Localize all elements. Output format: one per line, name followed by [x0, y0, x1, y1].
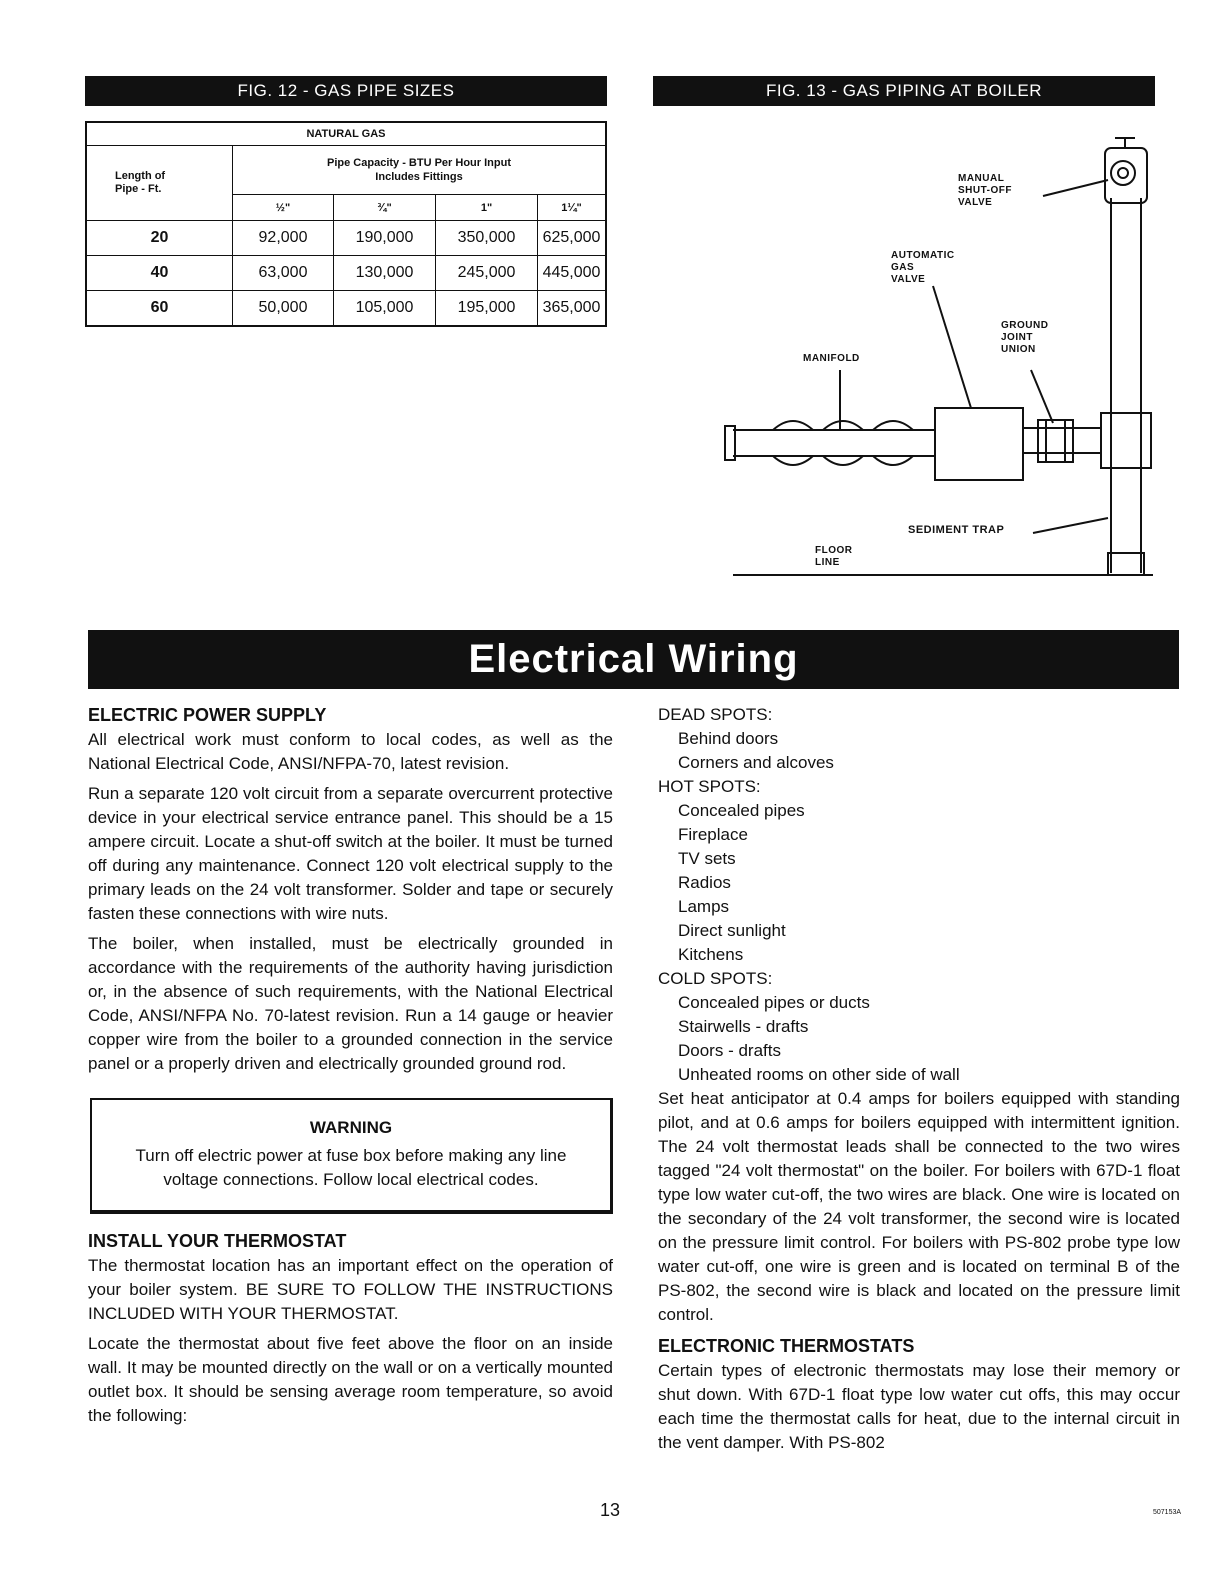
size-header: ½": [233, 195, 334, 221]
capacity-cell: 190,000: [334, 221, 436, 256]
list-item: Unheated rooms on other side of wall: [678, 1065, 960, 1084]
capacity-header-line2: Includes Fittings: [375, 171, 463, 183]
list-item: Radios: [678, 873, 731, 892]
label-manifold: MANIFOLD: [803, 353, 860, 364]
capacity-cell: 245,000: [436, 256, 538, 291]
automatic-valve-body: [935, 408, 1023, 480]
capacity-cell: 365,000: [538, 291, 607, 327]
length-cell: 20: [86, 221, 233, 256]
gas-pipe-sizes-table: [85, 121, 607, 327]
label-auto-valve-3: VALVE: [891, 274, 926, 285]
list-item: Behind doors: [678, 729, 779, 748]
thermostat-paragraph-1: The thermostat location has an important effect on the operation of your boiler system. BE SURE TO FOLLOW THE INSTRUCTIONS INCLUDED WITH YOUR THERMOSTAT.: [88, 1256, 613, 1323]
piping-drawing: [725, 138, 1153, 575]
dead-spots-label: DEAD SPOTS:: [658, 705, 773, 724]
label-manual-shutoff-2: SHUT-OFF: [958, 185, 1012, 196]
size-header: ¾": [334, 195, 436, 221]
fig12-title: FIG. 12 - GAS PIPE SIZES: [85, 76, 607, 106]
table-row: [86, 221, 606, 256]
anticipator-paragraph: Set heat anticipator at 0.4 amps for boilers equipped with standing pilot, and at 0.6 amps for boilers equipped with intermittent ignition. The 24 volt thermostat leads shall be connected to the two wires tagged "24 volt thermostat" on the boiler. For boilers with 67D-1 float type low water cut-off, the two wires are black. One wire is located on the secondary of the 24 volt transformer, the second wire is located on the pressure limit control. For boilers with PS-802 probe type low water cut-off, one wire is green and is located on terminal B of the PS-802, the second wire is black and located on the pressure limit control.: [658, 1089, 1180, 1324]
warning-title: WARNING: [309, 1118, 393, 1137]
label-ground-joint-3: UNION: [1001, 344, 1036, 355]
power-heading: ELECTRIC POWER SUPPLY: [88, 705, 327, 725]
table-title: NATURAL GAS: [86, 122, 606, 146]
length-cell: 40: [86, 256, 233, 291]
thermostat-paragraph-2: Locate the thermostat about five feet above the floor on an inside wall. It may be mounted directly on the wall or on a vertically mounted outlet box. It should be sensing average room temperature, so avoid the following:: [88, 1334, 613, 1425]
label-manual-shutoff-1: MANUAL: [958, 173, 1005, 184]
list-item: Stairwells - drafts: [678, 1017, 809, 1036]
list-item: Concealed pipes or ducts: [678, 993, 870, 1012]
capacity-cell: 445,000: [538, 256, 607, 291]
capacity-cell: 195,000: [436, 291, 538, 327]
size-header: 1": [436, 195, 538, 221]
thermostat-heading: INSTALL YOUR THERMOSTAT: [88, 1231, 347, 1251]
power-paragraph-1: All electrical work must conform to local codes, as well as the National Electrical Code, ANSI/NFPA-70, latest revision.: [88, 730, 613, 773]
power-paragraph-3: The boiler, when installed, must be electrically grounded in accordance with the requirements of the authority having jurisdiction or, in the absence of such requirements, with the National Electrical Code, ANSI/NFPA No. 70-latest revision. Run a 14 gauge or heavier copper wire from the boiler to a grounded connection in the service panel or a properly driven and electrically grounded ground rod.: [88, 934, 613, 1073]
tee-fitting: [1101, 413, 1151, 468]
capacity-cell: 63,000: [233, 256, 334, 291]
right-column: [658, 703, 1180, 1461]
table-row: [86, 291, 606, 327]
table-row: [86, 256, 606, 291]
capacity-cell: 130,000: [334, 256, 436, 291]
warning-box: [90, 1098, 613, 1214]
label-floor-line-1: FLOOR: [815, 545, 853, 556]
list-item: TV sets: [678, 849, 736, 868]
list-item: Doors - drafts: [678, 1041, 781, 1060]
document-code: 507153A: [1153, 1509, 1182, 1516]
list-item: Kitchens: [678, 945, 744, 964]
capacity-cell: 50,000: [233, 291, 334, 327]
length-header-text: Length of Pipe - Ft.: [115, 170, 166, 195]
length-cell: 60: [86, 291, 233, 327]
list-item: Concealed pipes: [678, 801, 805, 820]
electronic-heading: ELECTRONIC THERMOSTATS: [658, 1336, 915, 1356]
section-title: Electrical Wiring: [88, 630, 1179, 689]
list-item: Lamps: [678, 897, 730, 916]
hot-spots-label: HOT SPOTS:: [658, 777, 761, 796]
capacity-cell: 92,000: [233, 221, 334, 256]
label-auto-valve-1: AUTOMATIC: [891, 250, 955, 261]
capacity-header-line1: Pipe Capacity - BTU Per Hour Input: [327, 157, 511, 169]
length-header: [86, 146, 233, 221]
cold-spots-label: COLD SPOTS:: [658, 969, 773, 988]
gas-piping-diagram: [653, 108, 1158, 588]
list-item: Corners and alcoves: [678, 753, 834, 772]
label-sediment-trap: SEDIMENT TRAP: [908, 524, 1005, 536]
label-ground-joint-1: GROUND: [1001, 320, 1049, 331]
capacity-cell: 350,000: [436, 221, 538, 256]
capacity-cell: 105,000: [334, 291, 436, 327]
left-column: [88, 702, 613, 1434]
label-ground-joint-2: JOINT: [1001, 332, 1033, 343]
size-header: 1¼": [538, 195, 607, 221]
capacity-cell: 625,000: [538, 221, 607, 256]
power-paragraph-2: Run a separate 120 volt circuit from a separate overcurrent protective device in your electrical service entrance panel. This should be a 15 ampere circuit. Locate a shut-off switch at the boiler. It must be turned off during any maintenance. Connect 120 volt electrical supply to the primary leads on the 24 volt transformer. Solder and tape or securely fasten these connections with wire nuts.: [88, 784, 613, 923]
label-auto-valve-2: GAS: [891, 262, 915, 273]
fig13-title: FIG. 13 - GAS PIPING AT BOILER: [653, 76, 1155, 106]
label-manual-shutoff-3: VALVE: [958, 197, 993, 208]
label-floor-line-2: LINE: [815, 557, 840, 568]
list-item: Direct sunlight: [678, 921, 786, 940]
electronic-paragraph: Certain types of electronic thermostats may lose their memory or shut down. With 67D-1 float type low water cut offs, this may occur each time the thermostat calls for heat, due to the internal circuit in the vent damper. With PS-802: [658, 1361, 1180, 1452]
capacity-header: [233, 146, 607, 195]
list-item: Fireplace: [678, 825, 748, 844]
page-number: 13: [599, 1500, 621, 1520]
union-fitting: [1038, 420, 1073, 462]
warning-text: Turn off electric power at fuse box before making any line voltage connections. Follow local electrical codes.: [135, 1146, 567, 1189]
